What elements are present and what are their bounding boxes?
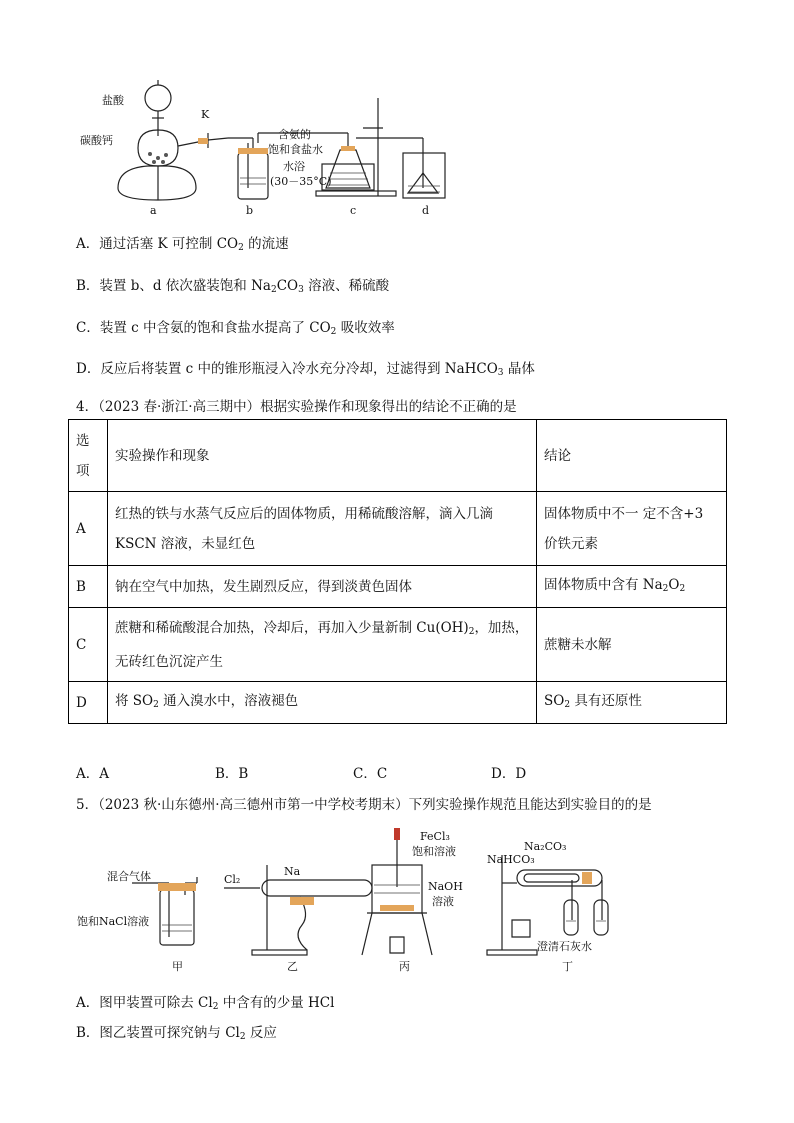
row-conclusion: 固体物质中不一 定不含+3 价铁元素 xyxy=(537,492,727,566)
q5-stem: 5．（2023 秋·山东德州·高三德州市第一中学校考期末）下列实验操作规范且能达到实验目的的是 xyxy=(76,797,652,813)
label-naoh-soln: 溶液 xyxy=(432,895,454,908)
header-operation: 实验操作和现象 xyxy=(108,420,537,492)
answer-option-a[interactable]: A．A xyxy=(76,766,109,782)
q4-table xyxy=(68,419,727,724)
label-c: c xyxy=(350,204,357,217)
q4-stem: 4．（2023 春·浙江·高三期中）根据实验操作和现象得出的结论不正确的是 xyxy=(76,399,517,415)
q5-option-a[interactable]: A．图甲装置可除去 $Cl_2$ 中含有的少量 HCl xyxy=(76,995,335,1012)
q3-option-c[interactable]: C．装置 c 中含氨的饱和食盐水提高了 $CO_2$ 吸收效率 xyxy=(76,320,395,337)
label-mixed-gas: 混合气体 xyxy=(107,870,151,883)
row-conclusion: 蔗糖未水解 xyxy=(537,608,727,682)
label-ding: 丁 xyxy=(562,960,573,973)
apparatus-figure-q5 xyxy=(72,825,652,980)
label-bath: 水浴 xyxy=(283,160,305,173)
label-d: d xyxy=(422,204,430,217)
row-operation: 钠在空气中加热，发生剧烈反应，得到淡黄色固体 xyxy=(108,566,537,608)
row-conclusion: $SO_2$ 具有还原性 xyxy=(537,682,727,724)
label-fecl3-sat: 饱和溶液 xyxy=(412,845,456,858)
label-k: K xyxy=(201,108,210,121)
row-option: B xyxy=(69,566,108,608)
row-operation: 蔗糖和稀硫酸混合加热，冷却后，再加入少量新制 $Cu(OH)_2$，加热， 无砖红色沉淀产生 xyxy=(108,608,537,682)
label-na: Na xyxy=(284,865,301,878)
q5-option-b[interactable]: B．图乙装置可探究钠与 $Cl_2$ 反应 xyxy=(76,1025,277,1042)
apparatus-figure-q3 xyxy=(78,78,468,218)
label-naoh: NaOH xyxy=(428,880,463,893)
label-brine2: 饱和食盐水 xyxy=(268,143,323,156)
table-row xyxy=(69,608,727,682)
answer-option-d[interactable]: D．D xyxy=(491,766,527,782)
header-option: 选 项 xyxy=(69,420,108,492)
row-operation: 将 $SO_2$ 通入溴水中，溶液褪色 xyxy=(108,682,537,724)
label-bing: 丙 xyxy=(399,960,410,973)
label-hcl: 盐酸 xyxy=(102,94,124,107)
table-header-row xyxy=(69,420,727,492)
table-row xyxy=(69,492,727,566)
label-limewater: 澄清石灰水 xyxy=(537,940,592,953)
table-row xyxy=(69,566,727,608)
table-row xyxy=(69,682,727,724)
label-jia: 甲 xyxy=(172,960,183,973)
row-operation: 红热的铁与水蒸气反应后的固体物质，用稀硫酸溶解，滴入几滴 KSCN 溶液，未显红色 xyxy=(108,492,537,566)
label-yi: 乙 xyxy=(287,960,298,973)
label-nahco3: NaHCO₃ xyxy=(487,853,535,866)
label-brine1: 含氨的 xyxy=(278,128,311,141)
label-fecl3: FeCl₃ xyxy=(420,830,450,843)
label-caco3: 碳酸钙 xyxy=(80,134,113,147)
row-option: A xyxy=(69,492,108,566)
q3-option-b[interactable]: B．装置 b、d 依次盛装饱和 $Na_2CO_3$ 溶液、稀硫酸 xyxy=(76,278,390,295)
q3-option-a[interactable]: A．通过活塞 K 可控制 $CO_2$ 的流速 xyxy=(76,236,289,253)
label-temp: (30－35°C) xyxy=(270,175,332,188)
label-b: b xyxy=(246,204,254,217)
label-cl2: Cl₂ xyxy=(224,873,241,886)
label-sat-nacl: 饱和NaCl溶液 xyxy=(77,915,150,928)
row-option: C xyxy=(69,608,108,682)
row-option: D xyxy=(69,682,108,724)
header-conclusion: 结论 xyxy=(537,420,727,492)
answer-option-c[interactable]: C．C xyxy=(353,766,388,782)
label-na2co3: Na₂CO₃ xyxy=(524,840,567,853)
q3-option-d[interactable]: D．反应后将装置 c 中的锥形瓶浸入冷水充分冷却，过滤得到 NaHCO$_3$ 晶体 xyxy=(76,361,535,378)
label-a: a xyxy=(150,204,157,217)
row-conclusion: 固体物质中含有 $Na_2O_2$ xyxy=(537,566,727,608)
answer-option-b[interactable]: B．B xyxy=(215,766,249,782)
